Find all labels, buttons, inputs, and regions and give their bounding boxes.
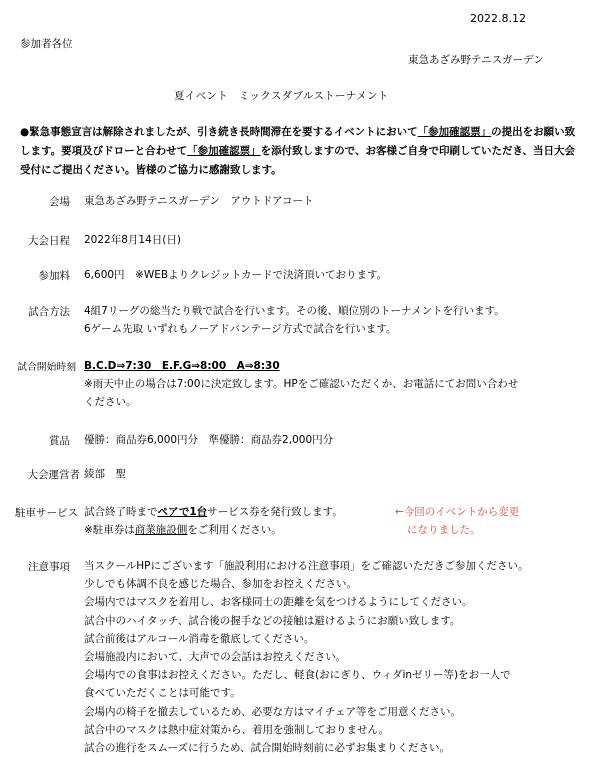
notes-list <box>84 557 529 757</box>
parking-emphasis: ペアで1台 <box>157 506 208 518</box>
prize-label: 賞品 <box>49 435 70 447</box>
parking-note-post: をご利用ください。 <box>187 524 282 536</box>
venue-value: 東急あざみ野テニスガーデン アウトドアコート <box>84 195 314 207</box>
document-date: 2022.8.12 <box>470 12 526 25</box>
change-note-line-2: になりました。 <box>407 524 481 536</box>
start-time-label: 試合開始時刻 <box>17 362 76 373</box>
note-item: 試合中のハイタッチ、試合後の握手などの接触は避けるようにお願い致します。 <box>84 614 461 627</box>
parking-text-post: サービス券を発行致します。 <box>207 506 343 518</box>
change-note-line-1: ←今回のイベントから変更 <box>395 506 520 518</box>
note-item: 少しでも体調不良を感じた場合、参加をお控えください。 <box>84 578 357 591</box>
form-name-1: 「参加確認票」 <box>417 126 492 138</box>
method-line-1: 4組7リーグの総当たり戦で試合を行います。その後、順位別のトーナメントを行います。 <box>84 305 505 317</box>
organizer-value: 綾部 聖 <box>84 468 126 480</box>
parking-line-1 <box>84 503 343 521</box>
recipient: 参加者各位 <box>20 38 73 50</box>
note-item: 食べていただくことは可能です。 <box>84 687 241 700</box>
parking-line-2 <box>84 521 282 539</box>
event-date-value: 2022年8月14日(日) <box>84 234 181 246</box>
parking-text-pre: 試合終了時まで <box>84 506 158 518</box>
rain-notice-line-1: ※雨天中止の場合は7:00に決定致します。HPをご確認いただくか、お電話にてお問い合わせ <box>84 378 519 390</box>
start-times: B.C.D⇒7:30 E.F.G⇒8:00 A⇒8:30 <box>84 360 280 372</box>
method-label: 試合方法 <box>28 306 70 318</box>
rain-notice-line-2: ください。 <box>84 396 137 408</box>
parking-label: 駐車サービス <box>15 507 78 519</box>
venue-label: 会場 <box>49 196 70 208</box>
document-title: 夏イベント ミックスダブルストーナメント <box>174 90 389 102</box>
notice-text-2: の提出をお願い致します。要項及びドローと合わせて <box>20 126 576 157</box>
note-item: 当スクールHPにございます「施設利用における注意事項」をご確認いただきご参加ください。 <box>84 560 529 572</box>
note-item: 会場内の椅子を撤去しているため、必要な方はマイチェア等をご用意ください。 <box>84 705 462 718</box>
event-date-label: 大会日程 <box>28 235 70 247</box>
sender: 東急あざみ野テニスガーデン <box>408 54 544 66</box>
parking-note-link: 商業施設側 <box>134 524 188 536</box>
note-item: 試合前後はアルコール消毒を徹底してください。 <box>84 632 315 645</box>
form-name-2: 「参加確認票」 <box>187 145 261 157</box>
note-item: 試合の進行をスムーズに行うため、試合開始時刻前に必ずお集まりください。 <box>84 742 451 755</box>
organizer-label: 大会運営者 <box>27 469 80 481</box>
note-item: 会場内での食事はお控えください。ただし、軽食(おにぎり、ウィダinゼリー等)をお一人で <box>84 669 511 682</box>
notes-label: 注意事項 <box>28 561 70 573</box>
notice-text-3: を添付致しますので、お客様ご自身で印刷していただき、当日大会受付にご提出ください。皆様のご協力に感謝致します。 <box>20 145 576 176</box>
notice-paragraph <box>20 123 580 180</box>
fee-value: 6,600円 ※WEBよりクレジットカードで決済頂いております。 <box>84 269 388 281</box>
fee-label: 参加料 <box>38 270 70 282</box>
note-item: 会場施設内において、大声での会話はお控えください。 <box>84 651 347 664</box>
parking-note-pre: ※駐車券は <box>84 524 135 536</box>
notice-text-1: ●緊急事態宣言は解除されましたが、引き続き長時間滞在を要するイベントにおいて <box>20 126 418 138</box>
note-item: 試合中のマスクは熱中症対策から、着用を強制しておりません。 <box>84 723 390 736</box>
prize-value: 優勝：商品券6,000円分 準優勝：商品券2,000円分 <box>84 434 334 446</box>
note-item: 会場内ではマスクを着用し、お客様同士の距離を気をつけるようにしてください。 <box>84 596 473 609</box>
method-line-2: 6ゲーム先取 いずれもノーアドバンテージ方式で試合を行います。 <box>84 323 397 335</box>
